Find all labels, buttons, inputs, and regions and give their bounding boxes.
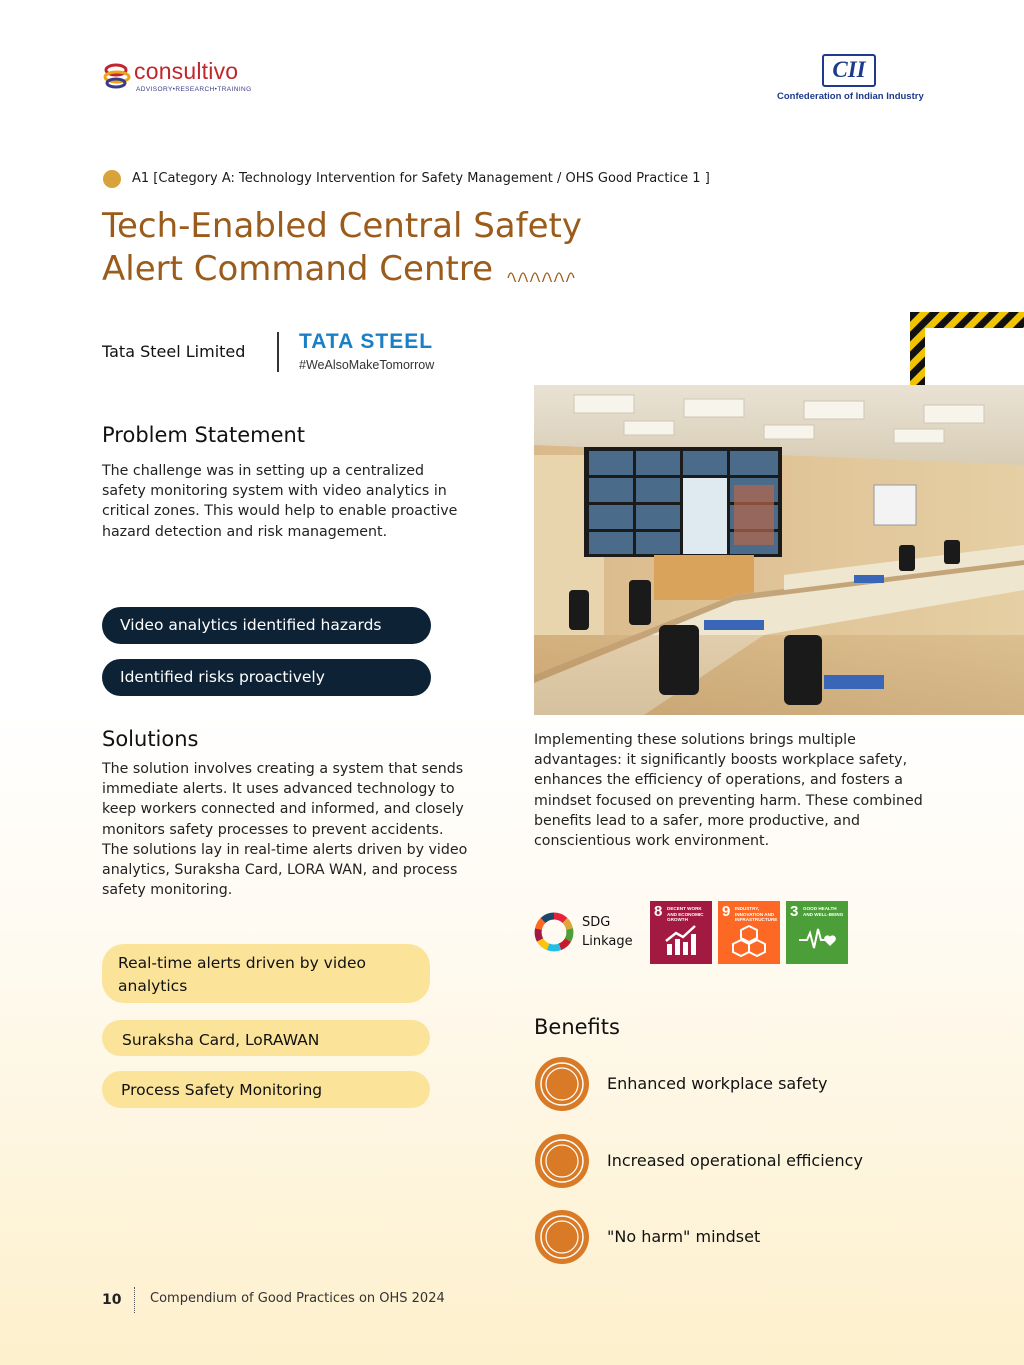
benefit-circle-icon — [534, 1133, 590, 1189]
heartbeat-icon — [799, 924, 837, 954]
cii-logo — [770, 54, 930, 104]
sdg-goal-caption: INDUSTRY, INNOVATION AND INFRASTRUCTURE — [735, 906, 778, 922]
cii-name: Confederation of Indian Industry — [777, 91, 924, 102]
tata-steel-logo — [299, 330, 449, 375]
tata-steel-hashtag: #WeAlsoMakeTomorrow — [299, 358, 435, 372]
sdg-goal-caption: GOOD HEALTH AND WELL-BEING — [803, 906, 844, 917]
sdg-goal-3-tile — [786, 901, 848, 964]
benefit-item: "No harm" mindset — [607, 1227, 761, 1246]
consultivo-tagline: ADVISORY•RESEARCH•TRAINING — [136, 86, 252, 93]
sdg-goal-9-tile — [718, 901, 780, 964]
solution-highlight: Suraksha Card, LoRAWAN — [102, 1020, 430, 1056]
solution-highlight: Real-time alerts driven by video analytics — [102, 944, 430, 1003]
sdg-label-line-2: Linkage — [582, 934, 633, 949]
consultivo-wordmark: consultivo — [134, 58, 239, 84]
solutions-text: The solution involves creating a system that sends immediate alerts. It uses advanced technology to keep workers connected and informed, and closely monitors safety processes to prevent accidents. The solutions lay in real-time alerts driven by video analytics, Suraksha Card, LORA WAN, and process safety monitoring. — [102, 761, 468, 899]
problem-highlight: Identified risks proactively — [102, 659, 431, 696]
sdg-label-line-1: SDG — [582, 915, 611, 930]
publication-title: Compendium of Good Practices on OHS 2024 — [150, 1291, 445, 1306]
hazard-stripe-decoration-icon — [910, 312, 1024, 385]
category-bullet-icon — [103, 170, 121, 188]
title-line-2: Alert Command Centre — [102, 249, 493, 289]
footer-divider — [134, 1287, 135, 1313]
tata-steel-wordmark: TATA STEEL — [299, 330, 434, 353]
benefit-item: Increased operational efficiency — [607, 1151, 863, 1170]
problem-highlight: Video analytics identified hazards — [102, 607, 431, 644]
company-divider — [277, 332, 279, 372]
benefit-circle-icon — [534, 1209, 590, 1265]
sdg-wheel-icon — [534, 912, 574, 952]
benefit-item: Enhanced workplace safety — [607, 1074, 828, 1093]
sdg-goal-number: 9 — [722, 903, 731, 920]
solution-highlight: Process Safety Monitoring — [102, 1071, 430, 1108]
company-name: Tata Steel Limited — [102, 342, 246, 361]
consultivo-swirl-icon — [102, 60, 132, 90]
problem-heading: Problem Statement — [102, 423, 306, 447]
category-label: A1 [Category A: Technology Intervention for Safety Management / OHS Good Practice 1 ] — [132, 171, 710, 186]
title-line-1: Tech-Enabled Central Safety — [102, 206, 582, 246]
sdg-goal-8-tile — [650, 901, 712, 964]
sdg-goal-caption: DECENT WORK AND ECONOMIC GROWTH — [667, 906, 704, 922]
control-room-photo — [534, 385, 1024, 715]
squiggle-decoration-icon — [506, 266, 580, 282]
implementation-text: Implementing these solutions brings multiple advantages: it significantly boosts workplace safety, enhances the efficiency of operations, and fosters a mindset focused on preventing harm. These combined benefits lead to a safer, more productive, and conscientious work environment. — [534, 732, 923, 850]
benefit-circle-icon — [534, 1056, 590, 1112]
cubes-icon — [731, 924, 767, 958]
sdg-label — [582, 913, 633, 951]
problem-text: The challenge was in setting up a centralized safety monitoring system with video analytics in critical zones. This would help to enable proactive hazard detection and risk management. — [102, 463, 458, 540]
benefits-heading: Benefits — [534, 1015, 620, 1039]
page-number: 10 — [102, 1292, 122, 1308]
cii-mark: CII — [822, 54, 876, 87]
solutions-heading: Solutions — [102, 727, 199, 751]
sdg-goal-number: 8 — [654, 903, 663, 920]
sdg-goal-number: 3 — [790, 903, 799, 920]
growth-chart-icon — [663, 924, 699, 956]
consultivo-logo — [102, 58, 262, 98]
